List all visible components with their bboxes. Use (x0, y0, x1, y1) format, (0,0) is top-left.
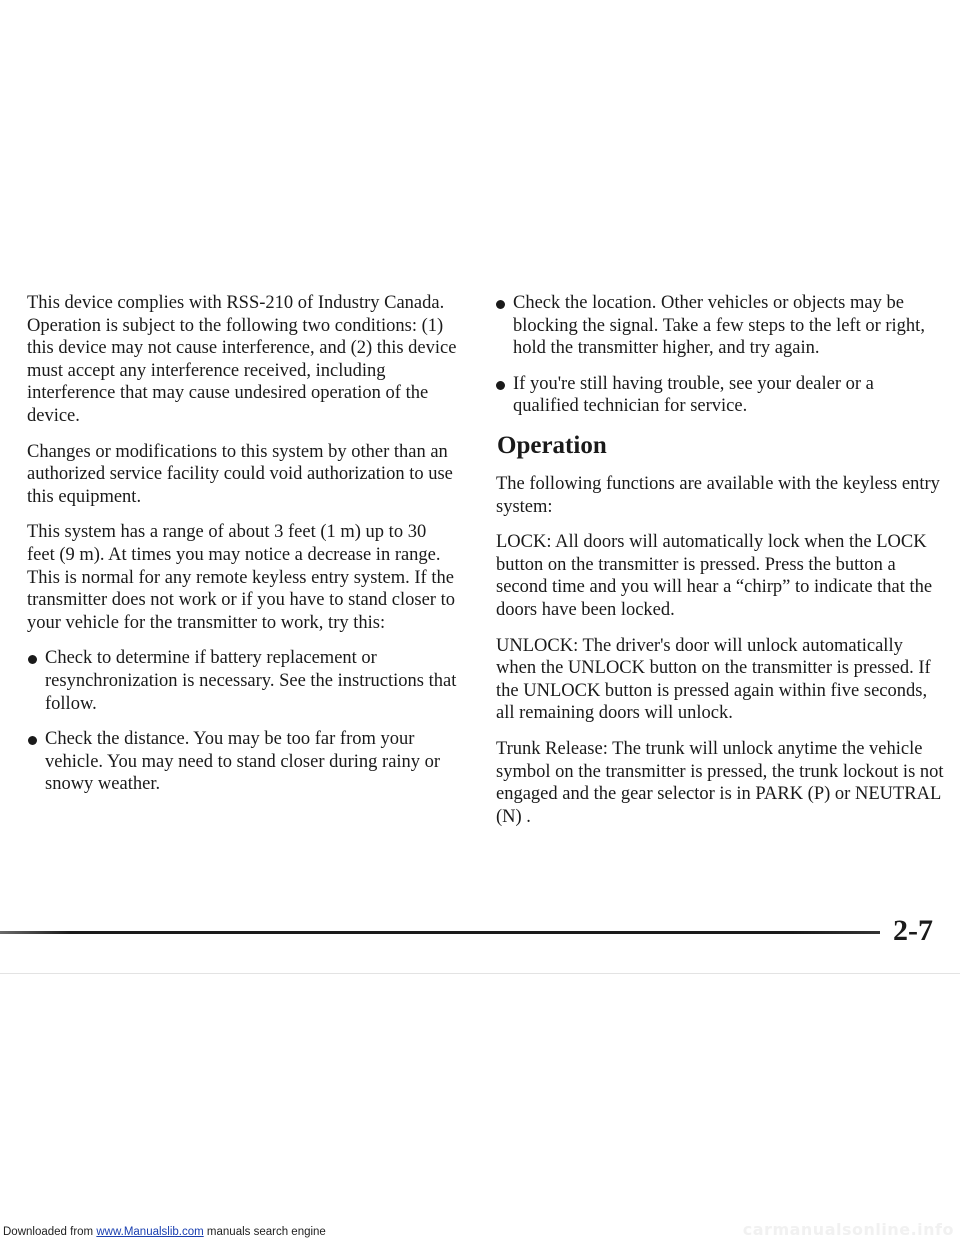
download-footer (3, 1225, 326, 1239)
footer-rule (0, 931, 880, 934)
left-column (27, 292, 457, 809)
faint-divider (0, 973, 960, 974)
paragraph-trunk-release: Trunk Release: The trunk will unlock anytime the vehicle symbol on the transmitter is pressed, the trunk lockout is not engaged and the gear selector is in PARK (P) or NEUTRAL (N) . (496, 738, 944, 827)
bullet-distance: Check the distance. You may be too far from your vehicle. You may need to stand closer during rainy or snowy weather. (28, 728, 457, 796)
bullet-dealer: If you're still having trouble, see your dealer or a qualified technician for service. (496, 373, 944, 418)
watermark-text: carmanualsonline.info (742, 1220, 954, 1239)
paragraph-range: This system has a range of about 3 feet (1 m) up to 30 feet (9 m). At times you may notice a decrease in range. This is normal for any remote keyless entry system. If the transmitter does not work or if you have to stand closer to your vehicle for the transmitter to work, try this: (27, 522, 455, 633)
paragraph-rss210: This device complies with RSS-210 of Industry Canada. Operation is subject to the following two conditions: (1) this device may not cause interference, and (2) this device must accept any interference received, including interference that may cause undesired operation of the device. (27, 293, 457, 426)
paragraph-functions-intro: The following functions are available with the keyless entry system: (496, 473, 940, 517)
footer-suffix: manuals search engine (206, 1226, 326, 1238)
page-number: 2-7 (893, 914, 933, 947)
footer-prefix: Downloaded from (3, 1226, 94, 1238)
right-column (496, 292, 944, 841)
bullet-location: Check the location. Other vehicles or objects may be blocking the signal. Take a few steps to the left or right, hold the transmitter higher, and try again. (496, 292, 944, 360)
paragraph-lock: LOCK: All doors will automatically lock when the LOCK button on the transmitter is pressed. Press the button a second time and you will hear a “chirp” to indicate that the doors have been locked. (496, 532, 933, 620)
manualslib-link[interactable]: www.Manualslib.com (96, 1226, 204, 1238)
section-heading-operation: Operation (497, 431, 607, 459)
bullet-battery: Check to determine if battery replacement or resynchronization is necessary. See the instructions that follow. (28, 647, 457, 715)
paragraph-modifications: Changes or modifications to this system by other than an authorized service facility could void authorization to use this equipment. (27, 441, 453, 507)
paragraph-unlock: UNLOCK: The driver's door will unlock automatically when the UNLOCK button on the transmitter is pressed. If the UNLOCK button is pressed again within five seconds, all remaining doors will unlock. (496, 635, 931, 724)
